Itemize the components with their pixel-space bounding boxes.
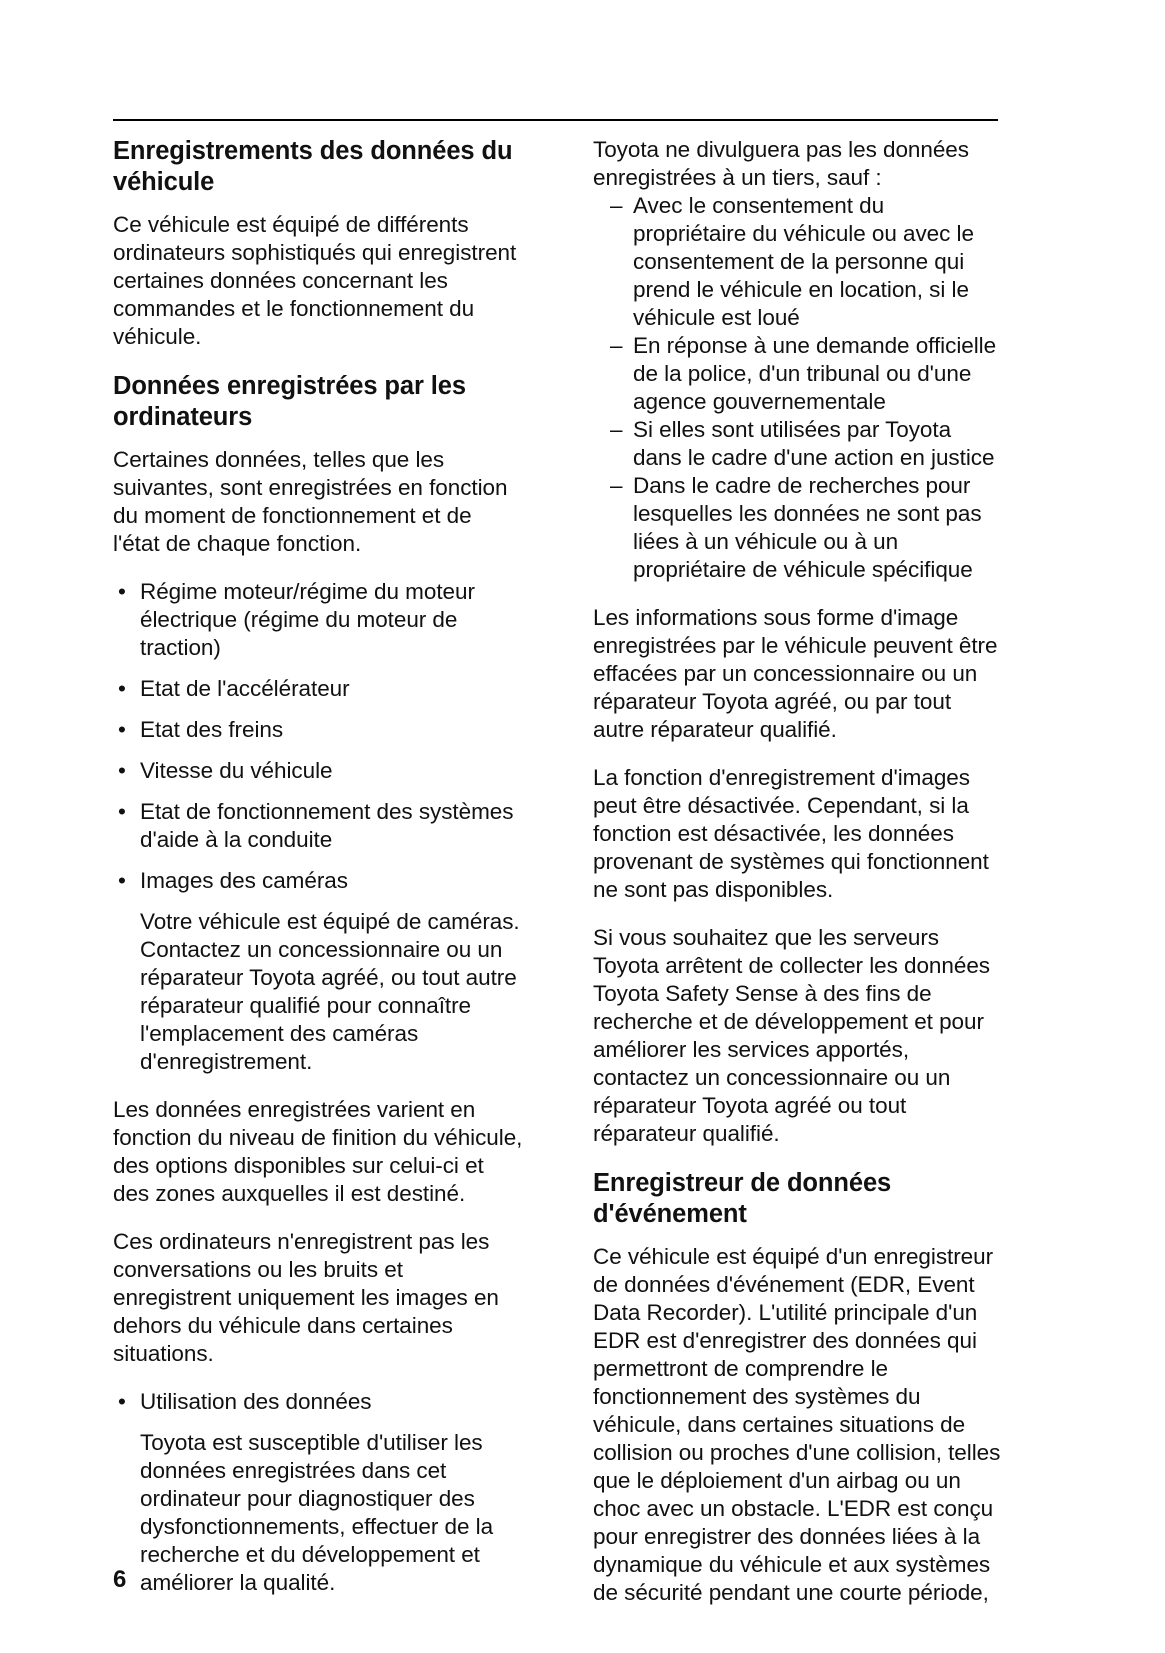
list-item-label: Dans le cadre de recherches pour lesquelles les données ne sont pas liées à un véhicule ou à un propriétaire de véhicule spécifique xyxy=(633,473,982,582)
list-item xyxy=(610,332,1003,416)
list-item xyxy=(113,578,523,662)
list-item-label: Avec le consentement du propriétaire du véhicule ou avec le consentement de la personne qui prend le véhicule en location, si le véhicule est loué xyxy=(633,193,974,330)
disclosure-exception-list xyxy=(593,192,1003,584)
list-item-data-usage xyxy=(113,1388,523,1597)
page-number: 6 xyxy=(113,1566,127,1593)
paragraph-no-conversation-recording: Ces ordinateurs n'enregistrent pas les conversations ou les bruits et enregistrent uniquement les images en dehors du véhicule dans certaines situations. xyxy=(113,1229,499,1367)
paragraph-image-erasure: Les informations sous forme d'image enregistrées par le véhicule peuvent être effacées par un concessionnaire ou un réparateur Toyota agréé, ou par tout autre réparateur qualifié. xyxy=(593,605,998,742)
paragraph-data-varies: Les données enregistrées varient en fonction du niveau de finition du véhicule, des options disponibles sur celui-ci et des zones auxquelles il est destiné. xyxy=(113,1097,523,1207)
list-item-cameras xyxy=(113,867,523,1076)
list-item xyxy=(610,192,1003,332)
dash-icon: – xyxy=(610,473,623,498)
bullet-icon: • xyxy=(118,758,126,784)
bullet-icon: • xyxy=(118,799,126,825)
paragraph-edr-description: Ce véhicule est équipé d'un enregistreur de données d'événement (EDR, Event Data Recorder). L'utilité principale d'un EDR est d'enregistrer des données qui permettront de comprendre le fonctionnement des systèmes du véhicule, dans certaines situations de collision ou proches d'une collision, telles que le déploiement d'un airbag ou un choc avec un obstacle. L'EDR est conçu pour enregistrer des données liées à la dynamique du véhicule et aux systèmes de sécurité pendant une courte période, xyxy=(593,1244,1001,1606)
paragraph-vehicle-computers: Ce véhicule est équipé de différents ordinateurs sophistiqués qui enregistrent certaines données concernant les commandes et le fonctionnement du véhicule. xyxy=(113,212,517,350)
bullet-icon: • xyxy=(118,676,126,702)
list-item-label: Vitesse du véhicule xyxy=(140,758,333,784)
recorded-data-bullet-list xyxy=(113,578,523,1076)
bullet-icon: • xyxy=(118,1389,126,1415)
heading-vehicle-data-recording: Enregistrements des données du véhicule xyxy=(113,137,513,197)
cameras-detail-paragraph: Votre véhicule est équipé de caméras. Contactez un concessionnaire ou un réparateur Toyota agréé, ou tout autre réparateur qualifié pour connaître l'emplacement des caméras d'enregistrement. xyxy=(140,909,520,1075)
right-column xyxy=(593,136,1003,1617)
list-item-label: Etat de l'accélérateur xyxy=(140,676,350,702)
heading-event-data-recorder: Enregistreur de données d'événement xyxy=(593,1169,892,1229)
dash-icon: – xyxy=(610,417,623,442)
disclosure-group xyxy=(593,136,1003,584)
dash-icon: – xyxy=(610,333,623,358)
paragraph-no-disclosure: Toyota ne divulguera pas les données enregistrées à un tiers, sauf : xyxy=(593,137,969,190)
list-item xyxy=(113,757,523,785)
bullet-icon: • xyxy=(118,717,126,743)
bullet-icon: • xyxy=(118,579,126,605)
paragraph-stop-data-collection: Si vous souhaitez que les serveurs Toyota arrêtent de collecter les données Toyota Safety Sense à des fins de recherche et de développement et pour améliorer les services apportés, contactez un concessionnaire ou un réparateur Toyota agréé ou tout réparateur qualifié. xyxy=(593,925,990,1146)
list-item xyxy=(113,716,523,744)
list-item xyxy=(610,416,1003,472)
dash-icon: – xyxy=(610,193,623,218)
data-usage-detail-paragraph: Toyota est susceptible d'utiliser les données enregistrées dans cet ordinateur pour diagnostiquer des dysfonctionnements, effectuer de la recherche et du développement et améliorer la qualité. xyxy=(140,1430,494,1596)
bullet-icon: • xyxy=(118,868,126,894)
list-item xyxy=(113,675,523,703)
list-item-label: Utilisation des données xyxy=(140,1389,372,1415)
list-item-label: Régime moteur/régime du moteur électrique (régime du moteur de traction) xyxy=(140,579,475,661)
left-column xyxy=(113,136,523,1617)
list-item-label: Etat des freins xyxy=(140,717,284,743)
list-item xyxy=(610,472,1003,584)
list-item-label: Etat de fonctionnement des systèmes d'aide à la conduite xyxy=(140,799,514,853)
list-item-label: Images des caméras xyxy=(140,868,348,894)
paragraph-recording-deactivation: La fonction d'enregistrement d'images peut être désactivée. Cependant, si la fonction est désactivée, les données provenant de systèmes qui fonctionnent ne sont pas disponibles. xyxy=(593,765,989,902)
list-item-label: En réponse à une demande officielle de la police, d'un tribunal ou d'une agence gouvernementale xyxy=(633,333,997,414)
heading-data-recorded-by-computers: Données enregistrées par les ordinateurs xyxy=(113,372,466,432)
list-item-label: Si elles sont utilisées par Toyota dans le cadre d'une action en justice xyxy=(633,417,995,470)
paragraph-recorded-data-intro: Certaines données, telles que les suivantes, sont enregistrées en fonction du moment de fonctionnement et de l'état de chaque fonction. xyxy=(113,447,508,557)
header-rule xyxy=(113,119,998,121)
data-usage-bullet-list xyxy=(113,1388,523,1597)
list-item xyxy=(113,798,523,854)
two-column-body xyxy=(113,136,1003,1617)
